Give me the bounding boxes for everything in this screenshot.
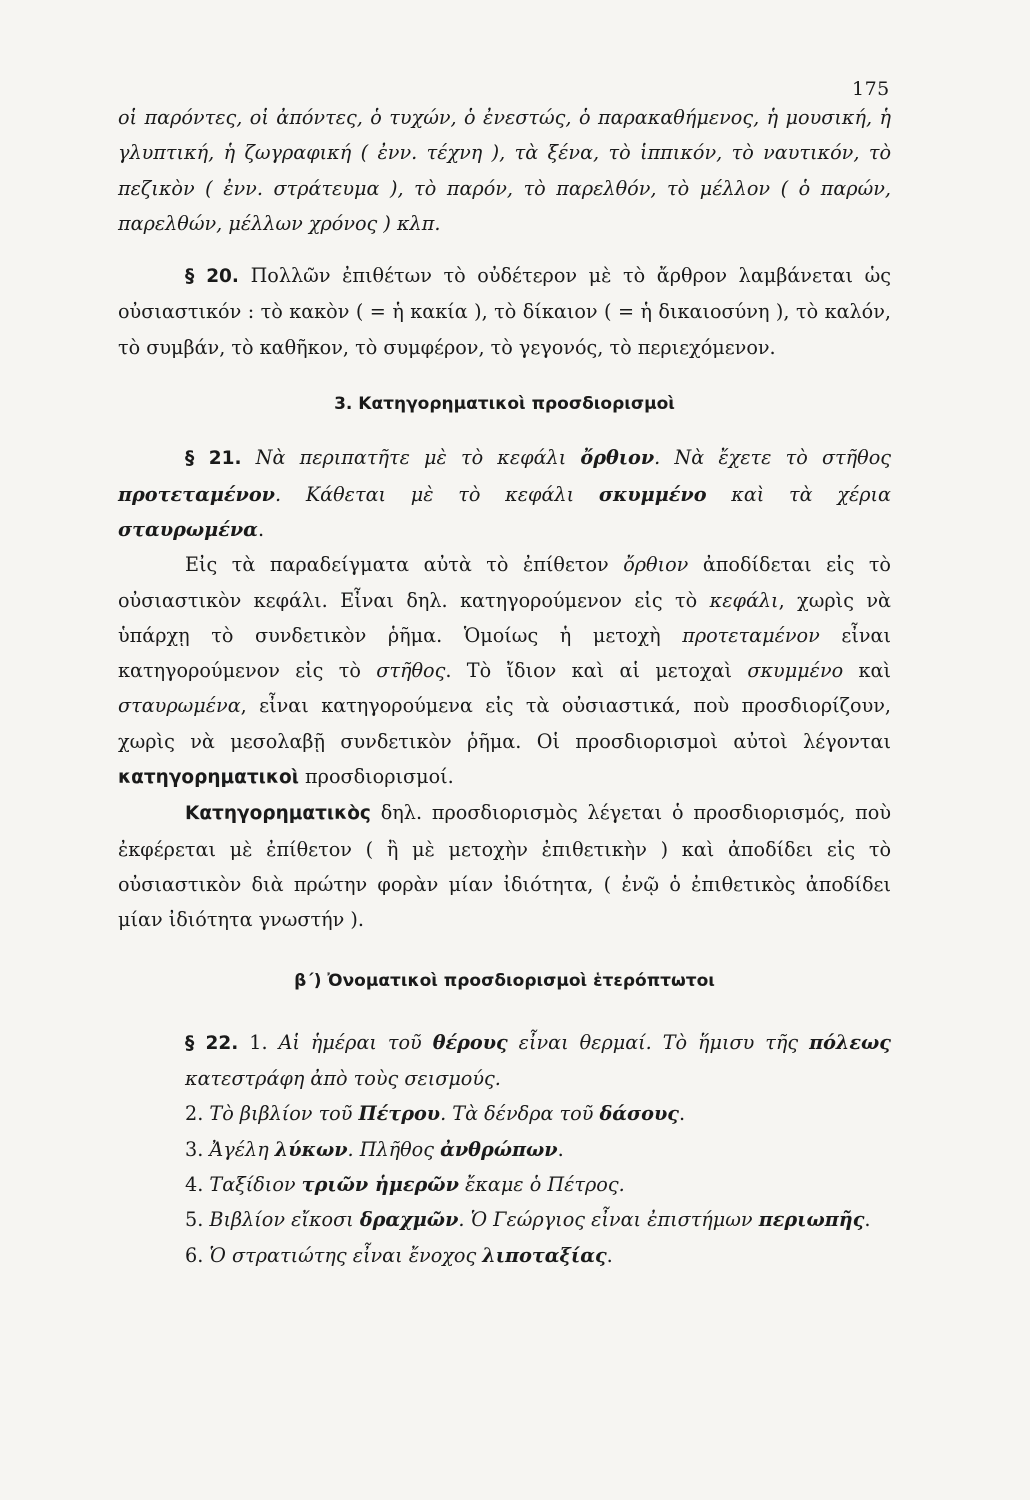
section-number-20: § 20.	[185, 266, 239, 288]
ex5-num: 5.	[185, 1208, 204, 1232]
intro-text: οἱ παρόντες, οἱ ἀπόντες, ὁ τυχών, ὁ ἐνεστώς, ὁ παρακαθήμενος, ἡ μουσική, ἡ γλυπτική, ἡ ζωγραφική ( ἐνν. τέχνη ), τὰ ξένα, τὸ ἱππικόν, τὸ ναυτικόν, τὸ πεζικὸν ( ἐνν. στράτευμα ), τὸ παρόν, τὸ παρελθόν, τὸ μέλλον ( ὁ παρών, παρελθών, μέλλων χρόνος ) κλπ.	[118, 106, 891, 235]
p21a-t4: εἶναι κατηγορούμενον εἰς τὸ	[118, 623, 891, 683]
ex3-b2: ἀνθρώπων	[440, 1137, 558, 1161]
ex6-t2: .	[606, 1243, 613, 1267]
s21-t5: .	[257, 517, 265, 541]
s21-t3: . Κάθεται μὲ τὸ κεφάλι	[275, 482, 599, 506]
example-6	[185, 1238, 891, 1273]
p21a-i2: κεφάλι	[709, 588, 779, 612]
p21a-b1: κατηγορηματικοὶ	[118, 767, 299, 789]
p21a-t1: Εἰς τὰ παραδείγματα αὐτὰ τὸ ἐπίθετον	[185, 553, 624, 577]
example-1	[118, 1025, 891, 1097]
s21-b1: ὄρθιον	[580, 446, 655, 470]
ex2-b2: δάσους	[599, 1102, 679, 1126]
s21-b3: σκυμμένο	[598, 482, 707, 506]
ex5-t3: .	[864, 1208, 871, 1232]
page-number: 175	[852, 78, 890, 100]
page-body	[118, 100, 891, 1273]
ex4-b1: τριῶν ἡμερῶν	[301, 1173, 459, 1197]
p21a-t6: καὶ	[843, 659, 891, 683]
s21-b2: προτεταμένον	[118, 482, 275, 506]
ex4-num: 4.	[185, 1173, 204, 1197]
ex5-b2: περιωπῆς	[758, 1208, 865, 1232]
section-22	[118, 1025, 891, 1273]
p21a-t2: ἀποδίδεται εἰς τὸ οὐσιαστικὸν κεφάλι. Εἶναι δηλ. κατηγορούμενον εἰς τὸ	[118, 553, 891, 612]
ex2-t2: . Τὰ δένδρα τοῦ	[440, 1102, 600, 1126]
paragraph-intro	[118, 100, 891, 241]
example-5	[118, 1202, 891, 1237]
paragraph-21-explanation	[118, 547, 891, 795]
p21a-i4: στῆθος	[376, 659, 446, 683]
ex1-num: 1.	[249, 1030, 268, 1054]
p21a-i1: ὄρθιον	[623, 553, 689, 577]
example-3	[185, 1132, 891, 1167]
p21a-t5: . Τὸ ἴδιον καὶ αἱ μετοχαὶ	[445, 659, 748, 683]
p21a-i5: σκυμμένο	[747, 659, 844, 683]
p21b-t1: δηλ. προσδιορισμὸς λέγεται ὁ προσδιορισμός, ποὺ ἐκφέρεται μὲ ἐπίθετον ( ἢ μὲ μετοχὴν ἐπιθετικὴν ) καὶ ἀποδίδει εἰς τὸ οὐσιαστικὸν διὰ πρώτην φορὰν μίαν ἰδιότητα, ( ἐνῷ ὁ ἐπιθετικὸς ἀποδίδει μίαν ἰδιότητα γνωστήν ).	[118, 801, 891, 932]
p21a-t8: προσδιορισμοί.	[298, 765, 454, 789]
ex6-b1: λιποταξίας	[482, 1243, 607, 1267]
ex3-num: 3.	[185, 1137, 204, 1161]
ex2-num: 2.	[185, 1102, 204, 1126]
s21-t4: καὶ τὰ χέρια	[706, 482, 891, 506]
ex3-t3: .	[557, 1137, 564, 1161]
example-4	[185, 1167, 891, 1202]
ex1-b2: πόλεως	[809, 1030, 891, 1054]
ex1-t3: κατεστράφη ἀπὸ τοὺς σεισμούς.	[185, 1067, 501, 1091]
ex4-t1: Ταξίδιον	[203, 1173, 302, 1197]
ex2-t1: Τὸ βιβλίον τοῦ	[203, 1102, 359, 1126]
ex3-t1: Ἀγέλη	[203, 1137, 275, 1161]
paragraph-section-20	[118, 258, 891, 365]
paragraph-section-21	[118, 440, 891, 547]
p21a-i6: σταυρωμένα	[118, 694, 241, 718]
s21-t1: Νὰ περιπατῆτε μὲ τὸ κεφάλι	[241, 446, 581, 470]
heading-nominal-heteroptotic: β΄) Ὀνοματικοὶ προσδιορισμοὶ ἑτερόπτωτοι	[294, 970, 715, 991]
ex1-t1: Αἱ ἡμέραι τοῦ	[267, 1030, 433, 1054]
heading-predicative: 3. Κατηγορηματικοὶ προσδιορισμοὶ	[334, 394, 675, 415]
section-number-21: § 21.	[185, 448, 242, 470]
paragraph-21-definition	[118, 795, 891, 937]
s21-b4: σταυρωμένα	[118, 517, 258, 541]
ex2-t3: .	[678, 1102, 686, 1126]
ex4-t2: ἔκαμε ὁ Πέτρος.	[458, 1173, 625, 1197]
ex3-b1: λύκων	[274, 1137, 348, 1161]
p21a-i3: προτεταμένον	[682, 623, 820, 647]
p21a-t3: , χωρὶς νὰ ὑπάρχῃ τὸ συνδετικὸν ῥῆμα. Ὁμοίως ἡ μετοχὴ	[118, 588, 892, 647]
ex1-t2: εἶναι θερμαί. Τὸ ἥμισυ τῆς	[507, 1030, 810, 1054]
ex6-num: 6.	[185, 1243, 204, 1267]
section-number-22: § 22.	[185, 1032, 239, 1054]
example-2	[185, 1096, 891, 1131]
p21b-b1: Κατηγορηματικὸς	[185, 803, 371, 825]
s21-t2: . Νὰ ἔχετε τὸ στῆθος	[654, 446, 891, 470]
ex5-t2: . Ὁ Γεώργιος εἶναι ἐπιστήμων	[458, 1208, 759, 1232]
ex1-b1: θέρους	[432, 1030, 508, 1054]
ex5-t1: Βιβλίον εἴκοσι	[203, 1208, 360, 1232]
p21a-t7: , εἶναι κατηγορούμενα εἰς τὰ οὐσιαστικά, ποὺ προσδιορίζουν, χωρὶς νὰ μεσολαβῇ συνδετικὸν ῥῆμα. Οἱ προσδιορισμοὶ αὐτοὶ λέγονται	[118, 694, 891, 753]
ex2-b1: Πέτρου	[358, 1102, 441, 1126]
section-20-text: Πολλῶν ἐπιθέτων τὸ οὐδέτερον μὲ τὸ ἄρθρον λαμβάνεται ὡς οὐσιαστικόν : τὸ κακὸν ( = ἡ κακία ), τὸ δίκαιον ( = ἡ δικαιοσύνη ), τὸ καλόν, τὸ συμβάν, τὸ καθῆκον, τὸ συμφέρον, τὸ γεγονός, τὸ περιεχόμενον.	[118, 264, 891, 359]
ex5-b1: δραχμῶν	[359, 1208, 459, 1232]
ex3-t2: . Πλῆθος	[347, 1137, 441, 1161]
ex6-t1: Ὁ στρατιώτης εἶναι ἔνοχος	[203, 1243, 483, 1267]
